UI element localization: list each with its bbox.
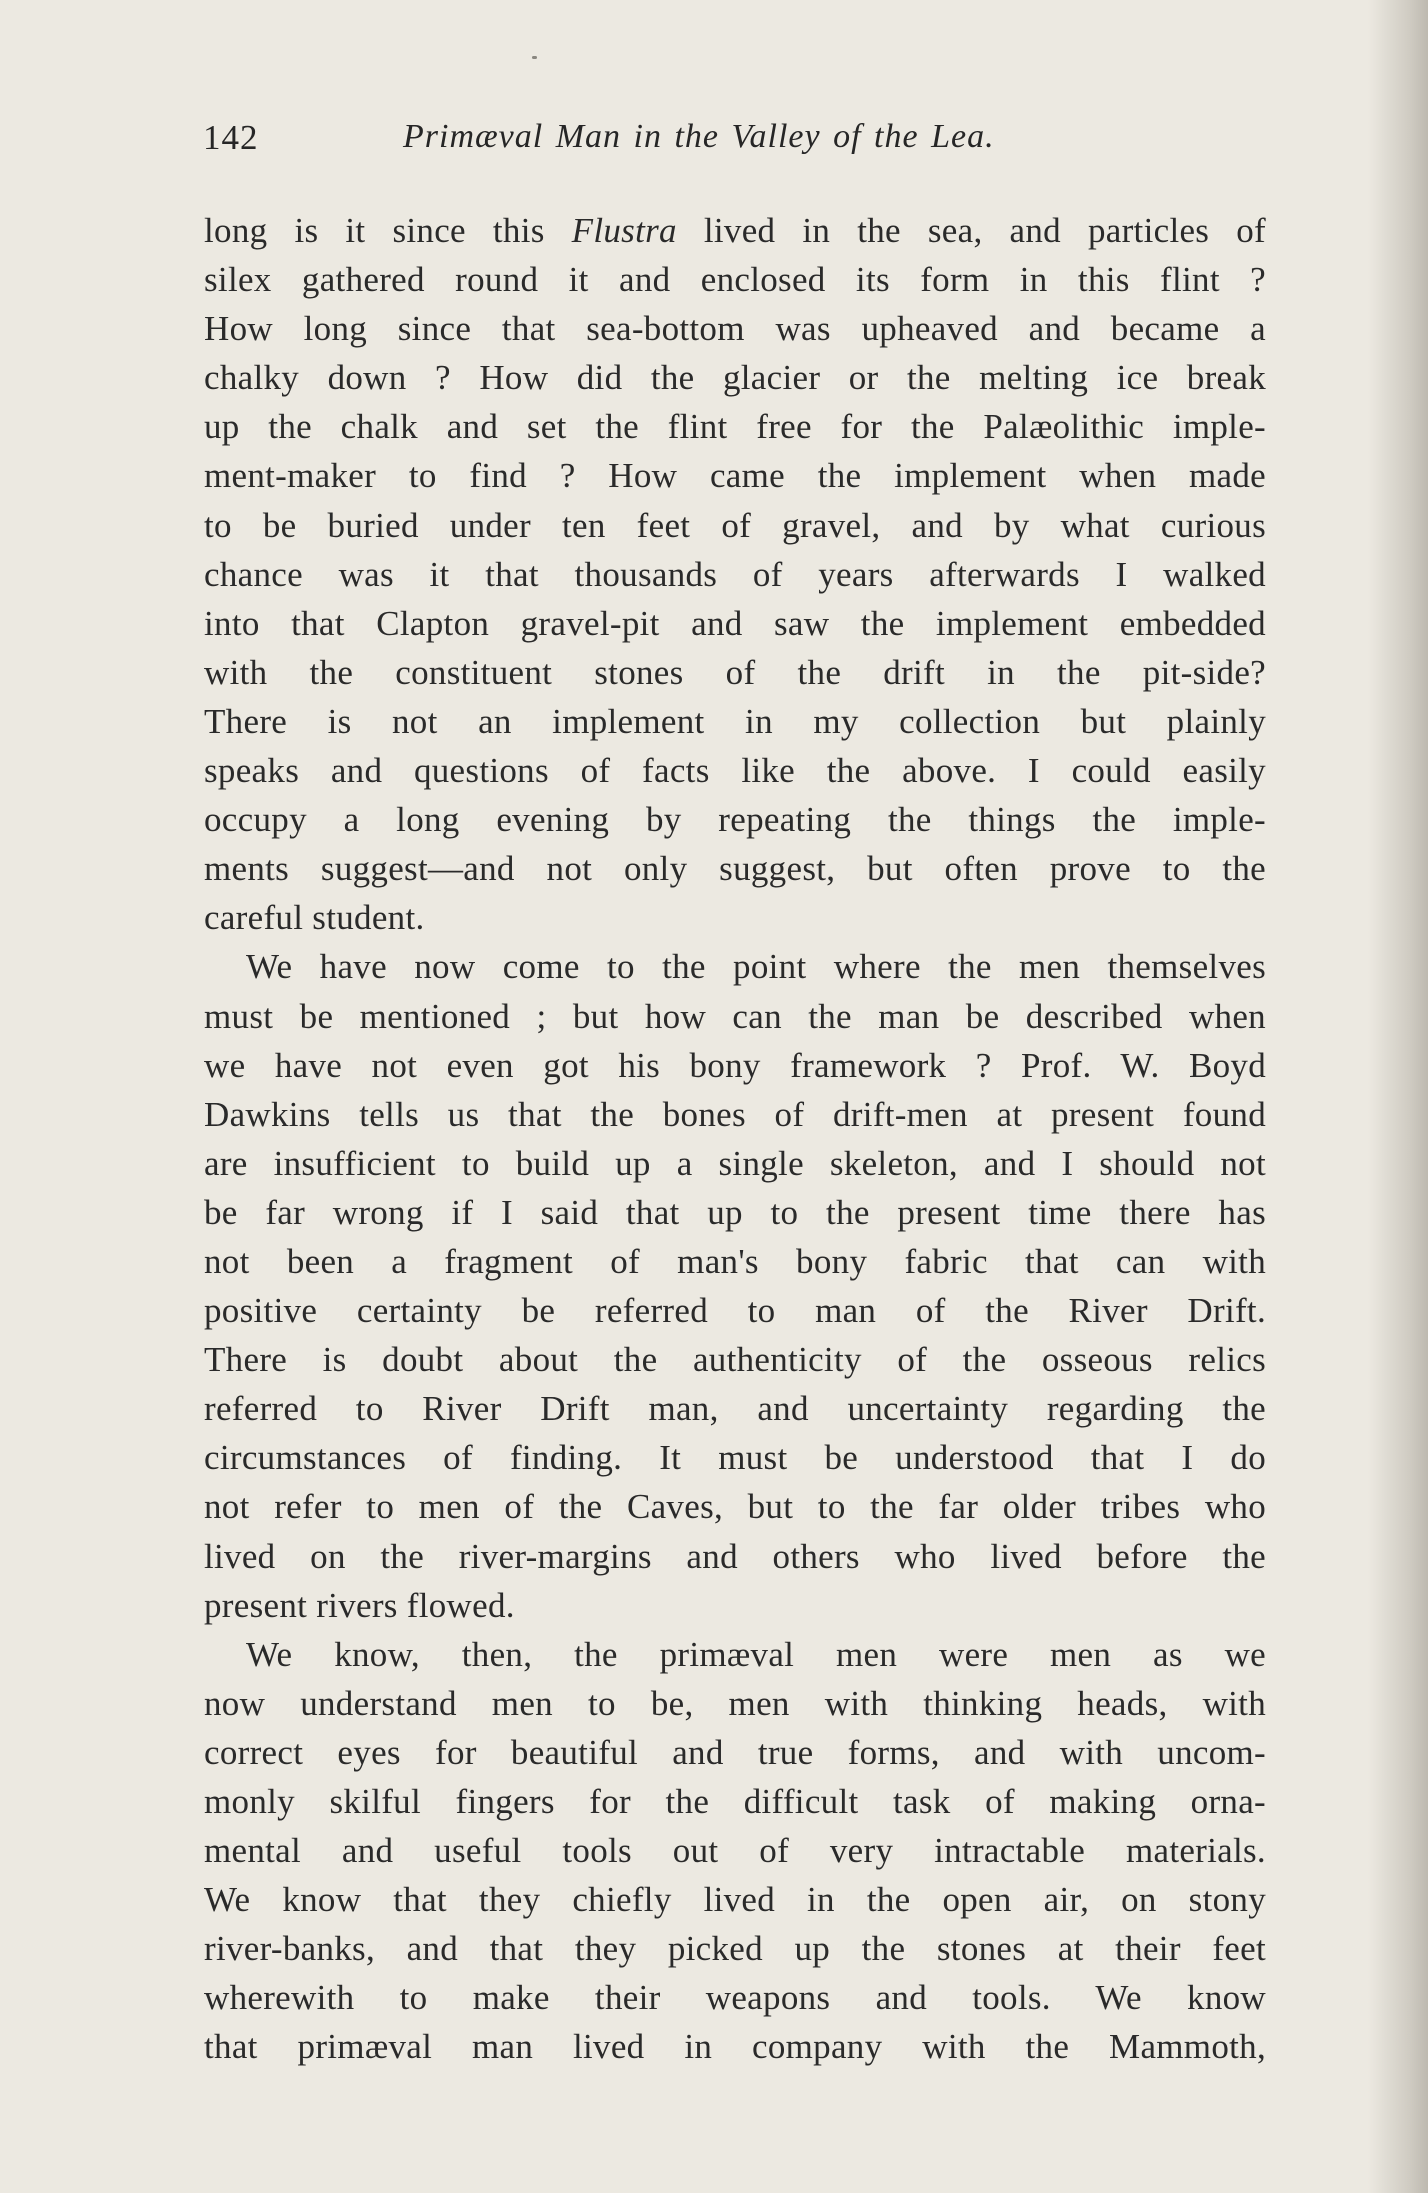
text-line: to be buried under ten feet of gravel, and by what curious bbox=[204, 505, 1266, 545]
text-line: monly skilful fingers for the difficult task of making orna- bbox=[204, 1782, 1266, 1821]
page-header bbox=[203, 118, 1273, 178]
page-number: 142 bbox=[203, 118, 259, 157]
text-line: We know that they chiefly lived in the open air, on stony bbox=[204, 1880, 1266, 1920]
text-line: that primæval man lived in company with the Mammoth, bbox=[204, 2027, 1266, 2067]
text-line: are insufficient to build up a single skeleton, and I should not bbox=[204, 1143, 1266, 1183]
text-line: positive certainty be referred to man of the River Drift. bbox=[204, 1291, 1266, 1331]
text-line: correct eyes for beautiful and true forms, and with uncom- bbox=[204, 1732, 1266, 1772]
page-edge-shadow bbox=[1368, 0, 1428, 2193]
ink-speck bbox=[532, 56, 537, 59]
text-line: referred to River Drift man, and uncertainty regarding the bbox=[204, 1389, 1266, 1429]
text-line: not been a fragment of man's bony fabric that can with bbox=[204, 1241, 1266, 1281]
text-line: lived on the river-margins and others who lived before the bbox=[204, 1536, 1266, 1576]
body-text bbox=[204, 206, 1266, 2072]
text-line: present rivers flowed. bbox=[204, 1585, 515, 1625]
text-line: We have now come to the point where the men themselves bbox=[246, 947, 1266, 987]
text-line: now understand men to be, men with thinking heads, with bbox=[204, 1683, 1266, 1723]
text-line: into that Clapton gravel-pit and saw the implement embedded bbox=[204, 603, 1266, 643]
text-line: circumstances of finding. It must be understood that I do bbox=[204, 1438, 1266, 1478]
text-line: chance was it that thousands of years afterwards I walked bbox=[204, 554, 1266, 594]
text-line: river-banks, and that they picked up the stones at their feet bbox=[204, 1929, 1266, 1969]
text-line: be far wrong if I said that up to the present time there has bbox=[204, 1192, 1266, 1232]
text-line: with the constituent stones of the drift in the pit-side? bbox=[204, 652, 1266, 692]
text-line: chalky down ? How did the glacier or the melting ice break bbox=[204, 358, 1266, 398]
text-line: How long since that sea-bottom was upheaved and became a bbox=[204, 309, 1266, 349]
text-line: mental and useful tools out of very intractable materials. bbox=[204, 1831, 1266, 1871]
text-line: speaks and questions of facts like the above. I could easily bbox=[204, 751, 1266, 791]
text-line: long is it since this Flustra lived in the sea, and particles of bbox=[204, 211, 1266, 250]
text-line: ment-maker to find ? How came the implement when made bbox=[204, 456, 1266, 496]
text-line: Dawkins tells us that the bones of drift-men at present found bbox=[204, 1094, 1266, 1134]
text-line: silex gathered round it and enclosed its form in this flint ? bbox=[204, 260, 1266, 300]
text-line: There is doubt about the authenticity of the osseous relics bbox=[204, 1340, 1266, 1380]
text-line: There is not an implement in my collection but plainly bbox=[204, 701, 1266, 741]
running-title: Primæval Man in the Valley of the Lea. bbox=[403, 118, 995, 155]
text-line: we have not even got his bony framework ? Prof. W. Boyd bbox=[204, 1045, 1266, 1085]
text-line: wherewith to make their weapons and tools. We know bbox=[204, 1978, 1266, 2018]
text-line: occupy a long evening by repeating the things the imple- bbox=[204, 800, 1266, 840]
italic-term: Flustra bbox=[571, 211, 677, 250]
text-line: not refer to men of the Caves, but to the far older tribes who bbox=[204, 1487, 1266, 1527]
text-line: must be mentioned ; but how can the man be described when bbox=[204, 996, 1266, 1036]
text-line: We know, then, the primæval men were men as we bbox=[246, 1634, 1266, 1674]
text-line: careful student. bbox=[204, 898, 425, 938]
text-line: up the chalk and set the flint free for the Palæolithic imple- bbox=[204, 407, 1266, 447]
text-line: ments suggest—and not only suggest, but often prove to the bbox=[204, 849, 1266, 889]
